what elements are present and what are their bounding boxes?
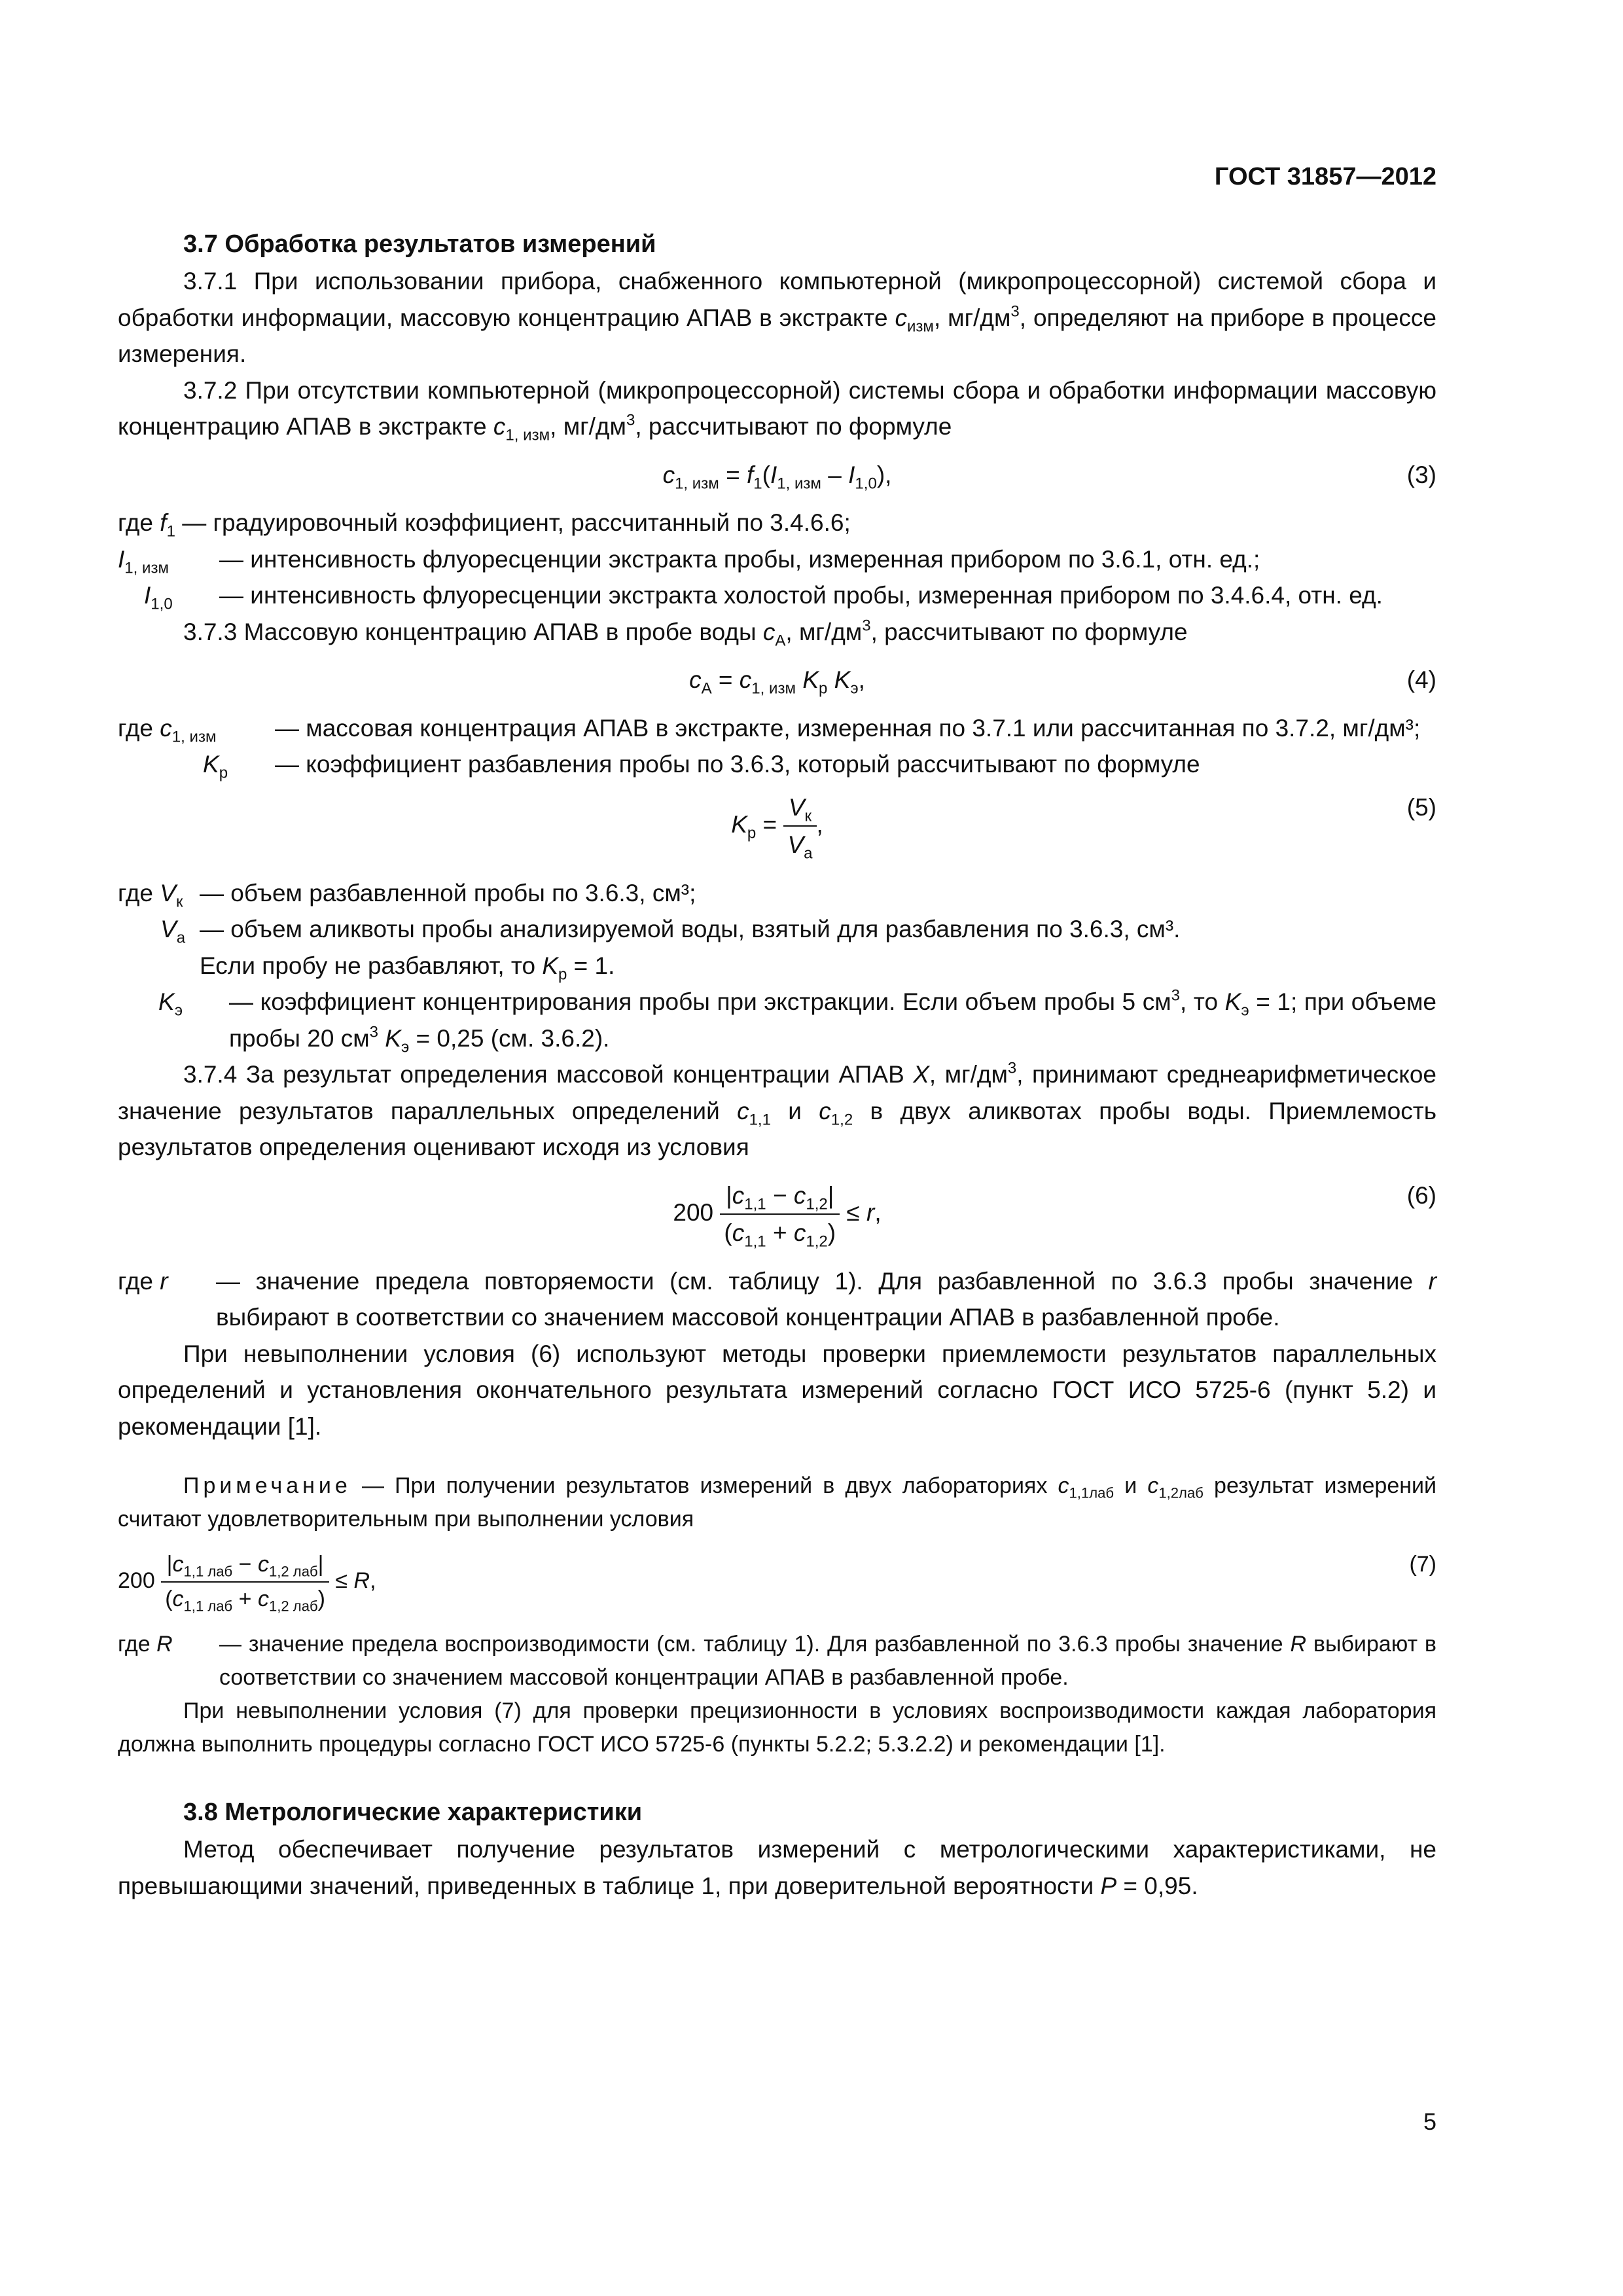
document-page	[118, 0, 1436, 2296]
formula-3-expr: $c_{1, изм} = f_1(I_{1, изм} - I_{1,0})$,	[662, 461, 892, 492]
para-3-7-5: При невыполнении условия (6) используют методы проверки приемлемости результатов параллельных определений и установления окончательного результата измерений согласно ГОСТ ИСО 5725-6 (пункт 5.2) и рекомендации [1].	[118, 1340, 1436, 1440]
where-c1izm	[118, 710, 1436, 747]
formula-5-number: (5)	[1406, 793, 1436, 821]
para-3-7-3: 3.7.3 Массовую концентрацию АПАВ в пробе воды $c_А$, $мг/дм^3$, рассчитывают по формуле	[183, 617, 1188, 649]
para-3-8: Метод обеспечивает получение результатов измерений с метрологическими характеристиками, не превышающими значений, приведенных в таблице 1, при доверительной вероятности P = 0,95.	[118, 1836, 1436, 1899]
symbol-c1izm: где $c_{1, изм}$	[118, 714, 217, 745]
where-vk-text: — объем разбавленной пробы по 3.6.3, см³;	[200, 879, 696, 906]
formula-4-number: (4)	[1406, 666, 1436, 693]
symbol-i10: $I_{1,0}$	[144, 582, 173, 613]
formula-7-expr: 200 $\frac{|c_{1,1 лаб} - c_{1,2 лаб}|}{(c_{1,1 лаб} + c_{1,2 лаб})}$ ≤ R,	[118, 1568, 376, 1593]
formula-3	[118, 457, 1436, 493]
formula-3-number: (3)	[1406, 461, 1436, 488]
formula-7-number: (7)	[1409, 1552, 1436, 1577]
section-3-8-title: 3.8 Метрологические характеристики	[183, 1799, 643, 1826]
where-kp-text: — коэффициент разбавления пробы по 3.6.3, который рассчитывают по формуле	[275, 751, 1200, 778]
symbol-ke: $K_э$	[158, 988, 183, 1020]
page-number: 5	[1423, 2108, 1436, 2135]
symbol-R: где R	[118, 1632, 173, 1657]
symbol-i1izm: $I_{1, изм}$	[118, 545, 169, 577]
symbol-vk: где $V_к$	[118, 879, 183, 910]
note-paragraph: Примечание — При получении результатов измерений в двух лабораториях $c_{1,1лаб}$ и $c_{1,2лаб}$ результат измерений считают удовлетворительным при выполнении условия	[118, 1473, 1436, 1532]
formula-6-number: (6)	[1406, 1181, 1436, 1209]
formula-6	[118, 1177, 1436, 1251]
where-va	[118, 911, 1436, 948]
where-vk	[118, 875, 1436, 912]
formula-5-expr: $K_р$ = $\frac{V_к}{V_а}$ ,	[731, 811, 823, 838]
note-paragraph-2: При невыполнении условия (7) для проверки прецизионности в условиях воспроизводимости каждая лаборатория должна выполнить процедуры согласно ГОСТ ИСО 5725-6 (пункты 5.2.2; 5.3.2.2) и рекомендации [1].	[118, 1698, 1436, 1757]
where-i1izm	[118, 541, 1436, 578]
para-3-7-1: 3.7.1 При использовании прибора, снабженного компьютерной (микропроцессорной) системой сбора и обработки информации, массовую концентрацию АПАВ в экстракте $c_{изм}$, $мг/дм^3$, определяют на приборе в процессе измерения.	[118, 268, 1436, 367]
where-va-text: — объем аликвоты пробы анализируемой воды, взятый для разбавления по 3.6.3, см³.	[200, 916, 1181, 942]
section-3-7-title: 3.7 Обработка результатов измерений	[183, 230, 656, 258]
formula-5	[118, 789, 1436, 863]
where-r: где r — значение предела повторяемости (см. таблицу 1). Для разбавленной по 3.6.3 пробы значение r выбирают в соответствии со значением массовой концентрации АПАВ в разбавленной пробе.	[118, 1263, 1436, 1336]
formula-4-expr: $c_А = c_{1, изм}$ $K_р$ $K_э$,	[689, 666, 865, 698]
where-f1: где $f_1$ — градуировочный коэффициент, рассчитанный по 3.4.6.6;	[118, 509, 851, 541]
where-i1izm-text: — интенсивность флуоресценции экстракта пробы, измеренная прибором по 3.6.1, отн. ед.;	[219, 545, 1260, 573]
where-R: где R — значение предела воспроизводимости (см. таблицу 1). Для разбавленной по 3.6.3 пробы значение R выбирают в соответствии со значением массовой концентрации АПАВ в разбавленной пробе.	[118, 1628, 1436, 1695]
page-header: ГОСТ 31857—2012	[1214, 163, 1436, 190]
formula-6-expr: 200 $\frac{|c_{1,1} - c_{1,2}|}{(c_{1,1} + c_{1,2})}$ ≤ r,	[673, 1199, 881, 1226]
para-3-7-4: 3.7.4 За результат определения массовой концентрации АПАВ X, $мг/дм^3$, принимают среднеарифметическое значение результатов параллельных определений $c_{1,1}$ и $c_{1,2}$ в двух аликвотах пробы воды. Приемлемость результатов определения оценивают исходя из условия	[118, 1059, 1437, 1160]
symbol-kp: $K_р$	[203, 751, 228, 782]
para-3-7-2: 3.7.2 При отсутствии компьютерной (микропроцессорной) системы сбора и обработки информации массовую концентрацию АПАВ в экстракте $c_{1, изм}$, $мг/дм^3$, рассчитывают по формуле	[118, 376, 1436, 444]
note-label: Примечание	[183, 1473, 351, 1498]
symbol-va: $V_а$	[160, 916, 186, 947]
page-content	[118, 226, 1436, 1904]
where-i10-text: — интенсивность флуоресценции экстракта холостой пробы, измеренная прибором по 3.4.6.4, отн. ед.	[219, 582, 1383, 609]
where-c1izm-text: — массовая концентрация АПАВ в экстракте, измеренная по 3.7.1 или рассчитанная по 3.7.2, мг/дм³;	[275, 714, 1421, 742]
where-no-dilution: Если пробу не разбавляют, то $K_р = 1$.	[200, 952, 615, 983]
formula-7	[118, 1548, 1436, 1616]
where-i10	[118, 577, 1436, 614]
where-kp	[118, 746, 1436, 783]
symbol-r: где r	[118, 1267, 168, 1295]
formula-4	[118, 662, 1436, 698]
where-ke: $K_э$ — коэффициент концентрирования пробы при экстракции. Если объем пробы 5 $см^3$, то $K_э = 1$; при объеме пробы 20 $см^3$ $K_э = 0,25$ (см. 3.6.2).	[118, 984, 1436, 1056]
